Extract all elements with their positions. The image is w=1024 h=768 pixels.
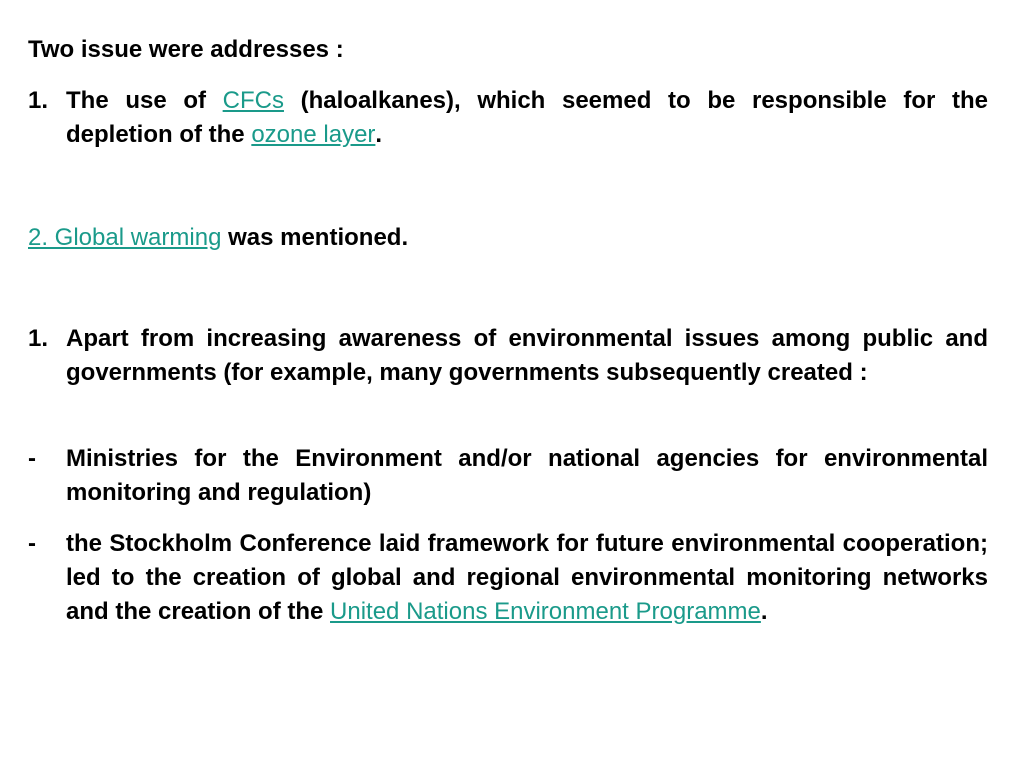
heading: Two issue were addresses : <box>28 36 344 63</box>
text-segment: The use of <box>66 87 223 114</box>
text-segment: . <box>375 121 383 148</box>
bullet-item-stockholm <box>28 527 988 629</box>
ozone-layer-link[interactable]: ozone layer <box>251 121 376 148</box>
list-item-text: Apart from increasing awareness of environmental issues among public and governments (for example, many governments subsequently created : <box>66 325 988 386</box>
text-segment: was mentioned. <box>221 224 409 251</box>
list-item-awareness <box>28 322 988 390</box>
bullet-marker: - <box>28 530 36 557</box>
list-item-cfcs <box>28 84 988 152</box>
bullet-item-text: Ministries for the Environment and/or national agencies for environmental monitoring and regulation) <box>66 445 988 506</box>
bullet-item-text <box>66 527 988 629</box>
text-segment: . <box>760 598 768 625</box>
bullet-marker: - <box>28 445 36 472</box>
bullet-item-ministries <box>28 442 988 510</box>
list-marker: 1. <box>28 325 49 352</box>
list-item-text <box>66 84 988 152</box>
text-segment: the Stockholm Conference laid framework for future environmental cooperation; led to the creation of global and regional environmental monitoring networks and the creation of the <box>66 530 988 625</box>
cfcs-link[interactable]: CFCs <box>222 87 284 114</box>
text-segment: (haloalkanes), which seemed to be responsible for the depletion of the <box>66 87 988 148</box>
unep-link[interactable]: United Nations Environment Programme <box>330 598 761 625</box>
list-marker: 1. <box>28 87 49 114</box>
global-warming-line <box>28 221 408 255</box>
global-warming-link[interactable]: 2. Global warming <box>28 224 222 251</box>
